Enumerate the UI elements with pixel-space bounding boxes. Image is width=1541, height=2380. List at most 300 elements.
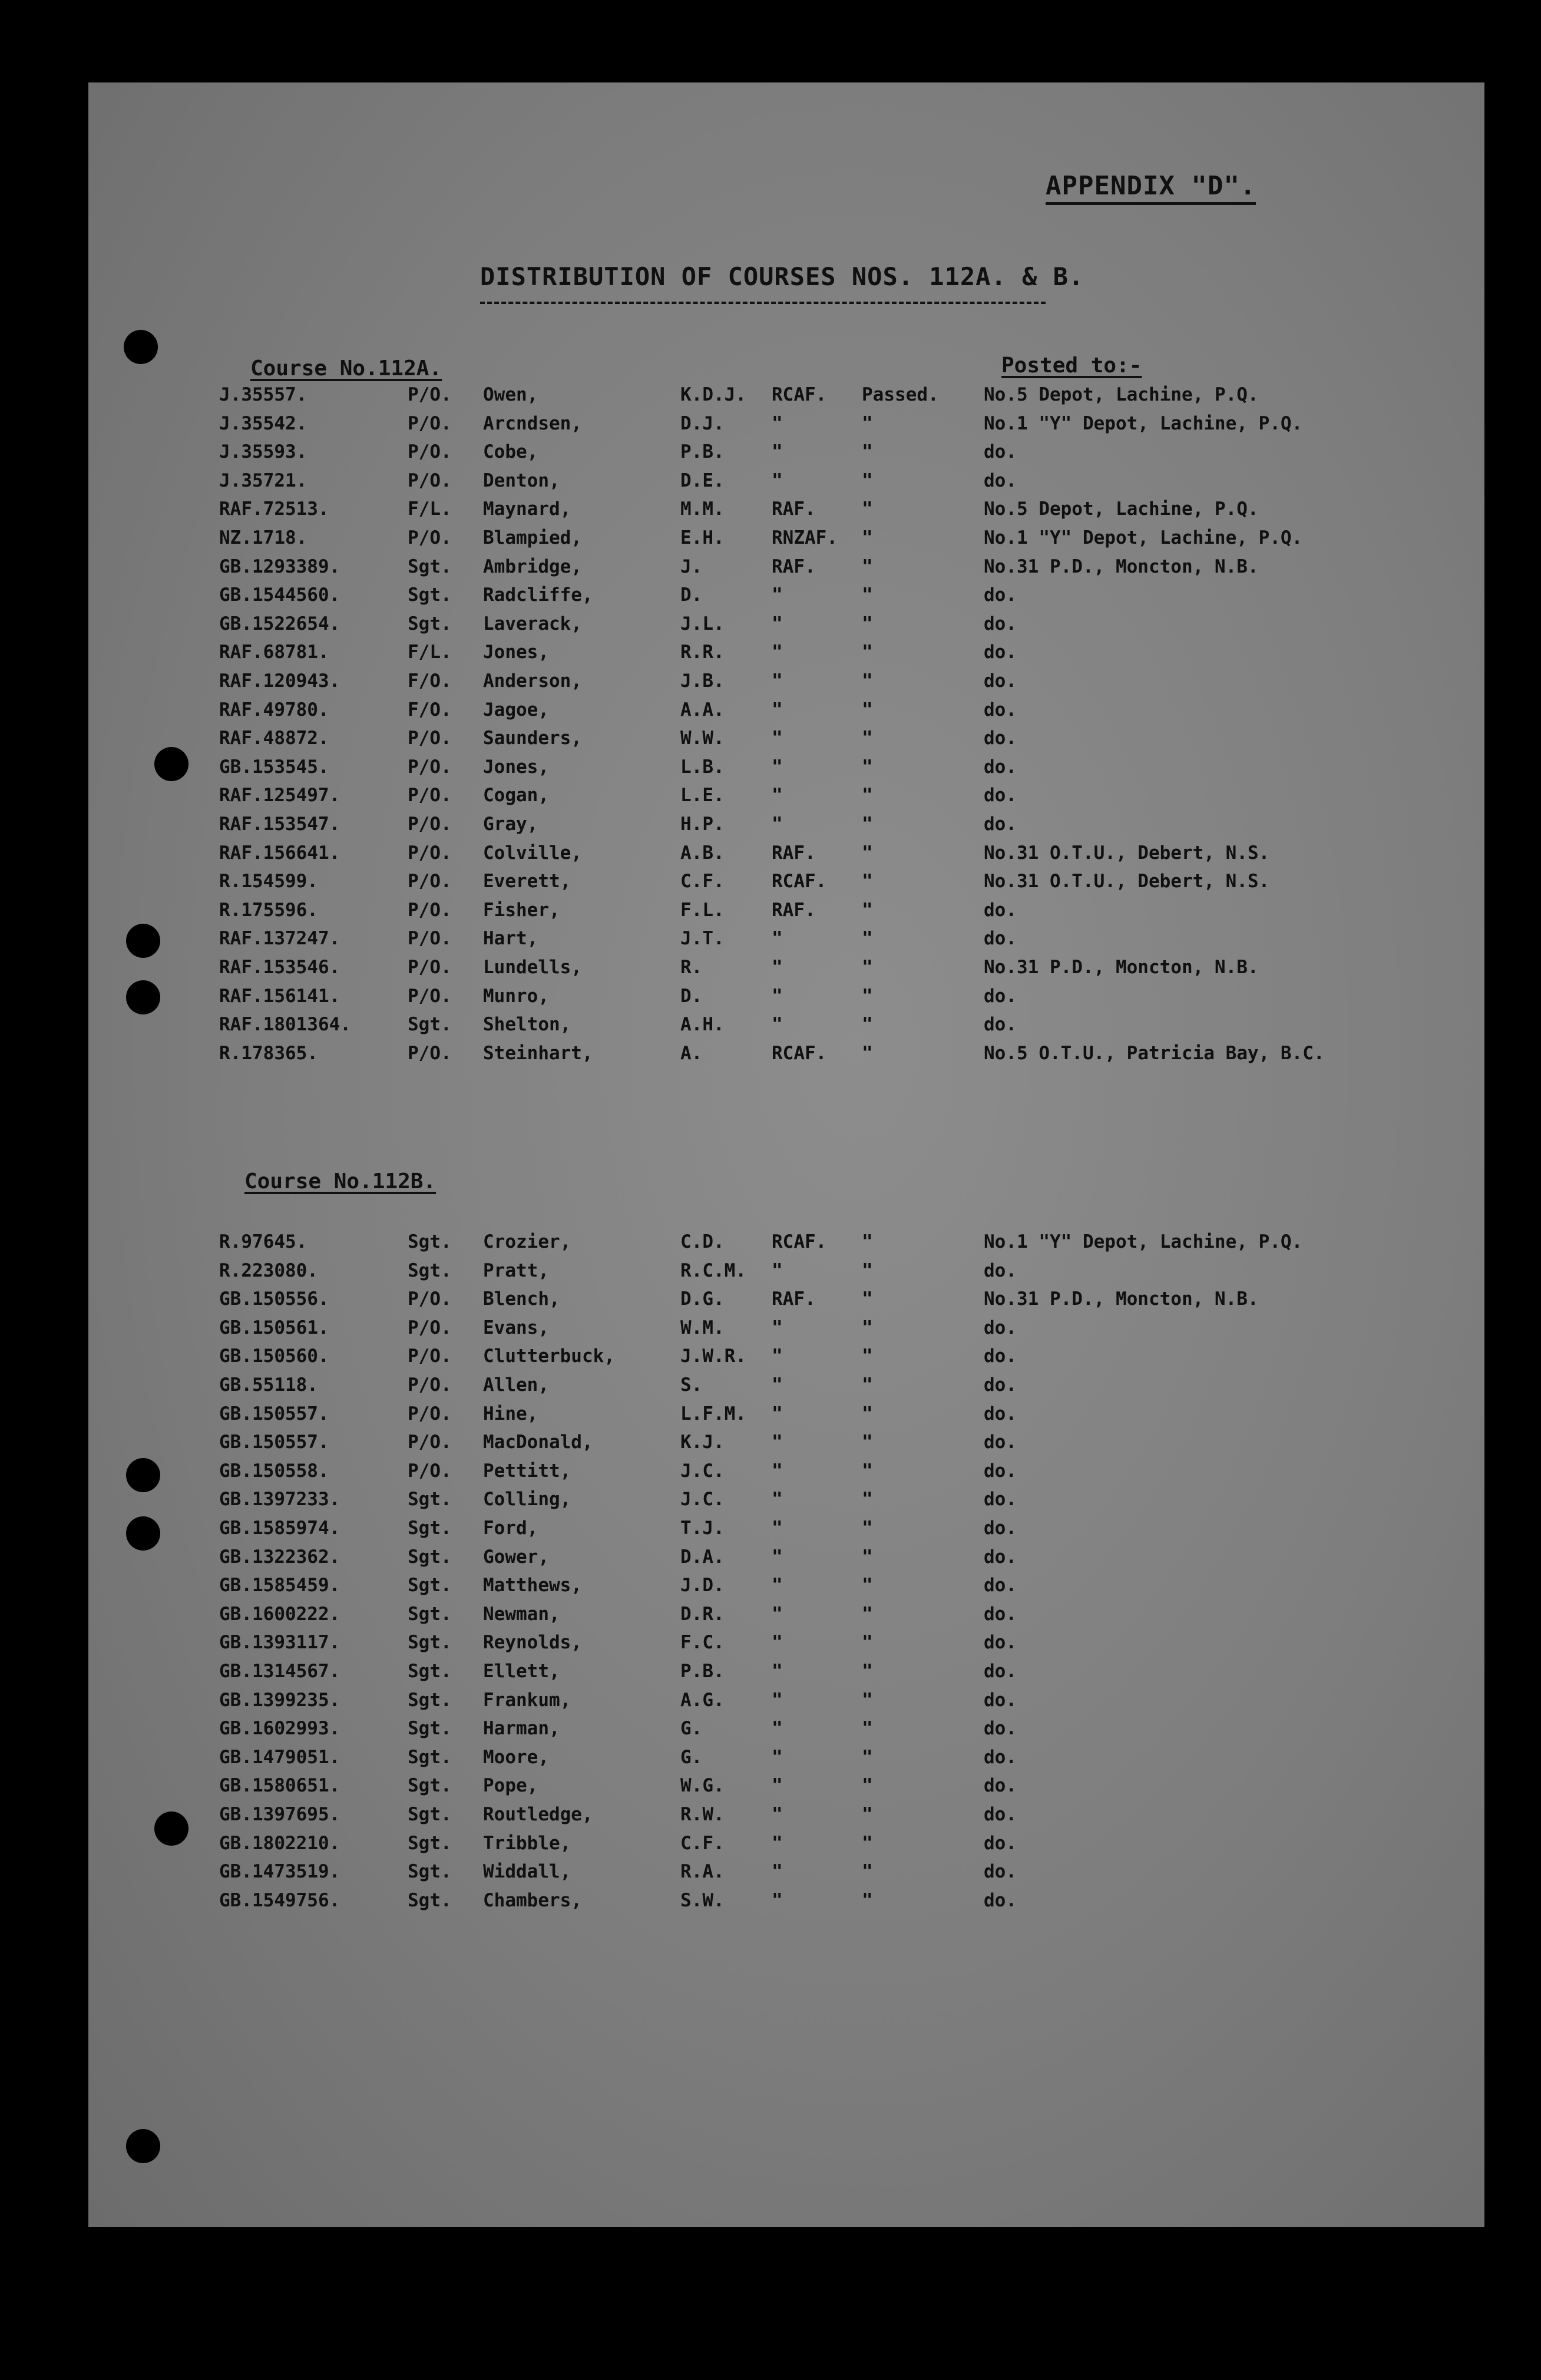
posting-cell: do.	[984, 470, 1017, 491]
table-row	[0, 498, 1426, 528]
air-force-cell: "	[772, 1832, 783, 1854]
posting-cell: do.	[984, 441, 1017, 463]
result-cell: "	[862, 1804, 873, 1825]
initials-cell: J.L.	[680, 613, 725, 634]
service-number-cell: NZ.1718.	[219, 527, 307, 548]
table-row	[0, 1890, 1426, 1919]
table-row	[0, 1833, 1426, 1862]
initials-cell: W.M.	[680, 1317, 725, 1338]
rank-cell: Sgt.	[408, 556, 452, 577]
result-cell: "	[862, 1889, 873, 1911]
initials-cell: J.T.	[680, 928, 725, 950]
air-force-cell: "	[772, 985, 783, 1007]
initials-cell: R.	[680, 957, 703, 978]
rank-cell: P/O.	[408, 957, 452, 978]
posting-cell: No.5 Depot, Lachine, P.Q.	[984, 384, 1259, 405]
result-cell: "	[862, 1489, 873, 1510]
service-number-cell: GB.1473519.	[219, 1861, 340, 1883]
service-number-cell: RAF.153547.	[219, 814, 340, 835]
rank-cell: Sgt.	[408, 1832, 452, 1854]
posting-cell: do.	[984, 1403, 1017, 1424]
posting-cell: do.	[984, 1014, 1017, 1036]
surname-cell: Laverack,	[483, 613, 582, 634]
initials-cell: J.B.	[680, 670, 725, 692]
rank-cell: P/O.	[408, 928, 452, 950]
air-force-cell: "	[772, 470, 783, 491]
service-number-cell: GB.1602993.	[219, 1718, 340, 1740]
table-row	[0, 1775, 1426, 1804]
result-cell: "	[862, 1317, 873, 1338]
air-force-cell: "	[772, 785, 783, 806]
surname-cell: Cobe,	[483, 441, 538, 463]
posting-cell: No.31 O.T.U., Debert, N.S.	[984, 871, 1270, 892]
table-row	[0, 1661, 1426, 1690]
posting-cell: do.	[984, 1317, 1017, 1338]
service-number-cell: R.175596.	[219, 899, 318, 921]
rank-cell: P/O.	[408, 1317, 452, 1338]
result-cell: "	[862, 814, 873, 835]
table-row	[0, 1346, 1426, 1375]
rank-cell: Sgt.	[408, 1231, 452, 1252]
surname-cell: Arcndsen,	[483, 412, 582, 434]
service-number-cell: RAF.120943.	[219, 670, 340, 692]
rank-cell: Sgt.	[408, 1746, 452, 1768]
service-number-cell: GB.1585459.	[219, 1575, 340, 1596]
service-number-cell: GB.1397233.	[219, 1489, 340, 1510]
air-force-cell: "	[772, 1775, 783, 1797]
rank-cell: P/O.	[408, 785, 452, 806]
service-number-cell: GB.153545.	[219, 756, 329, 778]
rank-cell: P/O.	[408, 1346, 452, 1367]
surname-cell: Colville,	[483, 842, 582, 864]
table-row	[0, 1489, 1426, 1518]
surname-cell: Blampied,	[483, 527, 582, 548]
table-row	[0, 642, 1426, 671]
table-row	[0, 470, 1426, 500]
result-cell: "	[862, 842, 873, 864]
rank-cell: Sgt.	[408, 1689, 452, 1711]
rank-cell: F/O.	[408, 670, 452, 692]
posting-cell: do.	[984, 1775, 1017, 1797]
air-force-cell: "	[772, 928, 783, 950]
rank-cell: Sgt.	[408, 584, 452, 606]
rank-cell: Sgt.	[408, 1775, 452, 1797]
surname-cell: Fisher,	[483, 899, 560, 921]
rank-cell: Sgt.	[408, 1889, 452, 1911]
air-force-cell: "	[772, 642, 783, 663]
surname-cell: Allen,	[483, 1374, 549, 1396]
posting-cell: do.	[984, 1861, 1017, 1883]
air-force-cell: "	[772, 756, 783, 778]
air-force-cell: "	[772, 1403, 783, 1424]
table-row	[0, 384, 1426, 414]
initials-cell: W.G.	[680, 1775, 725, 1797]
table-row	[0, 413, 1426, 442]
result-cell: "	[862, 613, 873, 634]
result-cell: "	[862, 1346, 873, 1367]
posting-cell: do.	[984, 1346, 1017, 1367]
surname-cell: Everett,	[483, 871, 571, 892]
initials-cell: C.F.	[680, 1832, 725, 1854]
air-force-cell: RNZAF.	[772, 527, 838, 548]
surname-cell: Frankum,	[483, 1689, 571, 1711]
course-a-heading: Course No.112A.	[250, 356, 442, 381]
result-cell: "	[862, 1718, 873, 1740]
air-force-cell: "	[772, 814, 783, 835]
result-cell: "	[862, 699, 873, 720]
surname-cell: Jones,	[483, 756, 549, 778]
result-cell: "	[862, 1518, 873, 1539]
service-number-cell: J.35721.	[219, 470, 307, 491]
surname-cell: Radcliffe,	[483, 584, 593, 606]
table-row	[0, 871, 1426, 900]
posting-cell: do.	[984, 1804, 1017, 1825]
initials-cell: K.J.	[680, 1432, 725, 1453]
posting-cell: do.	[984, 1546, 1017, 1568]
rank-cell: F/L.	[408, 642, 452, 663]
initials-cell: J.C.	[680, 1460, 725, 1482]
air-force-cell: "	[772, 1546, 783, 1568]
surname-cell: Blench,	[483, 1288, 560, 1310]
result-cell: "	[862, 728, 873, 749]
table-row	[0, 1632, 1426, 1661]
posting-cell: do.	[984, 985, 1017, 1007]
air-force-cell: "	[772, 584, 783, 606]
service-number-cell: RAF.49780.	[219, 699, 329, 720]
rank-cell: Sgt.	[408, 1861, 452, 1883]
posting-cell: do.	[984, 756, 1017, 778]
surname-cell: Gower,	[483, 1546, 549, 1568]
initials-cell: K.D.J.	[680, 384, 746, 405]
air-force-cell: "	[772, 1460, 783, 1482]
result-cell: "	[862, 642, 873, 663]
result-cell: "	[862, 1689, 873, 1711]
result-cell: "	[862, 1603, 873, 1625]
air-force-cell: RCAF.	[772, 384, 827, 405]
service-number-cell: J.35593.	[219, 441, 307, 463]
air-force-cell: "	[772, 728, 783, 749]
initials-cell: F.L.	[680, 899, 725, 921]
table-row	[0, 986, 1426, 1015]
posting-cell: No.5 Depot, Lachine, P.Q.	[984, 498, 1259, 520]
result-cell: "	[862, 1231, 873, 1252]
table-row	[0, 1546, 1426, 1576]
service-number-cell: GB.150556.	[219, 1288, 329, 1310]
posting-cell: do.	[984, 1689, 1017, 1711]
initials-cell: J.C.	[680, 1489, 725, 1510]
rank-cell: Sgt.	[408, 1718, 452, 1740]
air-force-cell: "	[772, 1804, 783, 1825]
service-number-cell: GB.150557.	[219, 1432, 329, 1453]
rank-cell: Sgt.	[408, 1489, 452, 1510]
initials-cell: A.A.	[680, 699, 725, 720]
table-row	[0, 527, 1426, 557]
initials-cell: E.H.	[680, 527, 725, 548]
result-cell: "	[862, 584, 873, 606]
surname-cell: Shelton,	[483, 1014, 571, 1036]
service-number-cell: J.35542.	[219, 412, 307, 434]
rank-cell: P/O.	[408, 527, 452, 548]
table-row	[0, 785, 1426, 814]
initials-cell: T.J.	[680, 1518, 725, 1539]
result-cell: "	[862, 756, 873, 778]
result-cell: "	[862, 1575, 873, 1596]
surname-cell: Owen,	[483, 384, 538, 405]
result-cell: "	[862, 1374, 873, 1396]
service-number-cell: GB.1397695.	[219, 1804, 340, 1825]
rank-cell: P/O.	[408, 1042, 452, 1064]
surname-cell: Routledge,	[483, 1804, 593, 1825]
surname-cell: Ambridge,	[483, 556, 582, 577]
course-b-heading: Course No.112B.	[244, 1169, 436, 1194]
initials-cell: D.	[680, 584, 703, 606]
rank-cell: Sgt.	[408, 1661, 452, 1682]
surname-cell: Reynolds,	[483, 1632, 582, 1654]
service-number-cell: J.35557.	[219, 384, 307, 405]
initials-cell: L.F.M.	[680, 1403, 746, 1424]
posting-cell: No.31 P.D., Moncton, N.B.	[984, 957, 1259, 978]
surname-cell: Hine,	[483, 1403, 538, 1424]
table-row	[0, 842, 1426, 872]
service-number-cell: GB.1585974.	[219, 1518, 340, 1539]
table-row	[0, 1575, 1426, 1604]
posting-cell: do.	[984, 1460, 1017, 1482]
table-row	[0, 1374, 1426, 1404]
posting-cell: do.	[984, 699, 1017, 720]
surname-cell: Newman,	[483, 1603, 560, 1625]
service-number-cell: RAF.137247.	[219, 928, 340, 950]
rank-cell: Sgt.	[408, 1260, 452, 1281]
surname-cell: Munro,	[483, 985, 549, 1007]
air-force-cell: "	[772, 1661, 783, 1682]
air-force-cell: "	[772, 1632, 783, 1654]
air-force-cell: "	[772, 1603, 783, 1625]
result-cell: "	[862, 985, 873, 1007]
title-underline	[480, 302, 1046, 307]
rank-cell: Sgt.	[408, 1014, 452, 1036]
initials-cell: S.	[680, 1374, 703, 1396]
service-number-cell: R.154599.	[219, 871, 318, 892]
result-cell: "	[862, 498, 873, 520]
air-force-cell: "	[772, 1718, 783, 1740]
result-cell: "	[862, 441, 873, 463]
service-number-cell: RAF.125497.	[219, 785, 340, 806]
document-title: DISTRIBUTION OF COURSES NOS. 112A. & B.	[480, 262, 1084, 291]
posting-cell: do.	[984, 1489, 1017, 1510]
surname-cell: Widdall,	[483, 1861, 571, 1883]
rank-cell: P/O.	[408, 384, 452, 405]
table-row	[0, 756, 1426, 786]
air-force-cell: "	[772, 1575, 783, 1596]
surname-cell: Cogan,	[483, 785, 549, 806]
surname-cell: Pope,	[483, 1775, 538, 1797]
result-cell: "	[862, 670, 873, 692]
result-cell: "	[862, 1546, 873, 1568]
posting-cell: do.	[984, 1832, 1017, 1854]
air-force-cell: "	[772, 670, 783, 692]
air-force-cell: "	[772, 1432, 783, 1453]
table-row	[0, 1747, 1426, 1776]
table-row	[0, 1518, 1426, 1547]
result-cell: "	[862, 928, 873, 950]
air-force-cell: "	[772, 1489, 783, 1510]
service-number-cell: GB.1479051.	[219, 1746, 340, 1768]
service-number-cell: GB.1522654.	[219, 613, 340, 634]
table-row	[0, 441, 1426, 471]
result-cell: "	[862, 1775, 873, 1797]
surname-cell: Pettitt,	[483, 1460, 571, 1482]
rank-cell: P/O.	[408, 814, 452, 835]
service-number-cell: RAF.153546.	[219, 957, 340, 978]
air-force-cell: RCAF.	[772, 871, 827, 892]
rank-cell: Sgt.	[408, 1546, 452, 1568]
posting-cell: No.31 O.T.U., Debert, N.S.	[984, 842, 1270, 864]
posting-cell: do.	[984, 1632, 1017, 1654]
result-cell: "	[862, 1432, 873, 1453]
service-number-cell: GB.1580651.	[219, 1775, 340, 1797]
air-force-cell: RAF.	[772, 842, 816, 864]
initials-cell: H.P.	[680, 814, 725, 835]
table-row	[0, 1260, 1426, 1290]
surname-cell: Anderson,	[483, 670, 582, 692]
initials-cell: A.	[680, 1042, 703, 1064]
air-force-cell: "	[772, 613, 783, 634]
result-cell: "	[862, 785, 873, 806]
surname-cell: Evans,	[483, 1317, 549, 1338]
table-row	[0, 670, 1426, 700]
result-cell: "	[862, 1661, 873, 1682]
initials-cell: D.R.	[680, 1603, 725, 1625]
posting-cell: No.31 P.D., Moncton, N.B.	[984, 1288, 1259, 1310]
air-force-cell: "	[772, 1689, 783, 1711]
initials-cell: A.G.	[680, 1689, 725, 1711]
air-force-cell: "	[772, 412, 783, 434]
service-number-cell: RAF.1801364.	[219, 1014, 351, 1036]
initials-cell: A.H.	[680, 1014, 725, 1036]
result-cell: Passed.	[862, 384, 939, 405]
initials-cell: F.C.	[680, 1632, 725, 1654]
table-row	[0, 1288, 1426, 1318]
posting-cell: do.	[984, 1374, 1017, 1396]
table-row	[0, 928, 1426, 957]
surname-cell: Denton,	[483, 470, 560, 491]
service-number-cell: GB.150561.	[219, 1317, 329, 1338]
surname-cell: Saunders,	[483, 728, 582, 749]
rank-cell: Sgt.	[408, 1518, 452, 1539]
table-row	[0, 556, 1426, 586]
posting-cell: No.1 "Y" Depot, Lachine, P.Q.	[984, 412, 1303, 434]
table-row	[0, 1861, 1426, 1890]
initials-cell: S.W.	[680, 1889, 725, 1911]
air-force-cell: "	[772, 1014, 783, 1036]
result-cell: "	[862, 1403, 873, 1424]
service-number-cell: GB.1393117.	[219, 1632, 340, 1654]
service-number-cell: RAF.72513.	[219, 498, 329, 520]
service-number-cell: GB.55118.	[219, 1374, 318, 1396]
result-cell: "	[862, 899, 873, 921]
initials-cell: J.W.R.	[680, 1346, 746, 1367]
result-cell: "	[862, 1460, 873, 1482]
surname-cell: MacDonald,	[483, 1432, 593, 1453]
service-number-cell: GB.1293389.	[219, 556, 340, 577]
rank-cell: P/O.	[408, 756, 452, 778]
initials-cell: L.E.	[680, 785, 725, 806]
service-number-cell: GB.1399235.	[219, 1689, 340, 1711]
initials-cell: G.	[680, 1746, 703, 1768]
result-cell: "	[862, 1260, 873, 1281]
initials-cell: R.W.	[680, 1804, 725, 1825]
service-number-cell: GB.150557.	[219, 1403, 329, 1424]
initials-cell: D.	[680, 985, 703, 1007]
initials-cell: P.B.	[680, 441, 725, 463]
rank-cell: P/O.	[408, 470, 452, 491]
posting-cell: do.	[984, 1518, 1017, 1539]
surname-cell: Chambers,	[483, 1889, 582, 1911]
surname-cell: Lundells,	[483, 957, 582, 978]
air-force-cell: "	[772, 441, 783, 463]
air-force-cell: "	[772, 1746, 783, 1768]
table-row	[0, 1460, 1426, 1490]
surname-cell: Tribble,	[483, 1832, 571, 1854]
initials-cell: M.M.	[680, 498, 725, 520]
initials-cell: G.	[680, 1718, 703, 1740]
posting-cell: do.	[984, 1661, 1017, 1682]
service-number-cell: GB.1600222.	[219, 1603, 340, 1625]
initials-cell: R.C.M.	[680, 1260, 746, 1281]
rank-cell: P/O.	[408, 1403, 452, 1424]
posting-cell: do.	[984, 1603, 1017, 1625]
posting-cell: do.	[984, 728, 1017, 749]
rank-cell: P/O.	[408, 1288, 452, 1310]
table-row	[0, 900, 1426, 929]
table-row	[0, 1043, 1426, 1072]
table-row	[0, 1718, 1426, 1747]
initials-cell: D.J.	[680, 412, 725, 434]
rank-cell: P/O.	[408, 1432, 452, 1453]
table-row	[0, 1317, 1426, 1347]
air-force-cell: "	[772, 1889, 783, 1911]
result-cell: "	[862, 527, 873, 548]
surname-cell: Ellett,	[483, 1661, 560, 1682]
posting-cell: do.	[984, 1718, 1017, 1740]
initials-cell: A.B.	[680, 842, 725, 864]
surname-cell: Jagoe,	[483, 699, 549, 720]
service-number-cell: R.97645.	[219, 1231, 307, 1252]
result-cell: "	[862, 1832, 873, 1854]
posting-cell: do.	[984, 1889, 1017, 1911]
posting-cell: do.	[984, 1432, 1017, 1453]
service-number-cell: RAF.156141.	[219, 985, 340, 1007]
rank-cell: Sgt.	[408, 1804, 452, 1825]
surname-cell: Harman,	[483, 1718, 560, 1740]
result-cell: "	[862, 470, 873, 491]
service-number-cell: GB.1549756.	[219, 1889, 340, 1911]
table-row	[0, 1604, 1426, 1633]
rank-cell: P/O.	[408, 1460, 452, 1482]
initials-cell: R.A.	[680, 1861, 725, 1883]
result-cell: "	[862, 871, 873, 892]
result-cell: "	[862, 1632, 873, 1654]
service-number-cell: GB.1802210.	[219, 1832, 340, 1854]
table-row	[0, 814, 1426, 843]
posting-cell: No.31 P.D., Moncton, N.B.	[984, 556, 1259, 577]
posting-cell: No.5 O.T.U., Patricia Bay, B.C.	[984, 1042, 1325, 1064]
table-row	[0, 584, 1426, 614]
table-row	[0, 1804, 1426, 1833]
rank-cell: Sgt.	[408, 613, 452, 634]
table-row	[0, 1014, 1426, 1043]
rank-cell: F/L.	[408, 498, 452, 520]
